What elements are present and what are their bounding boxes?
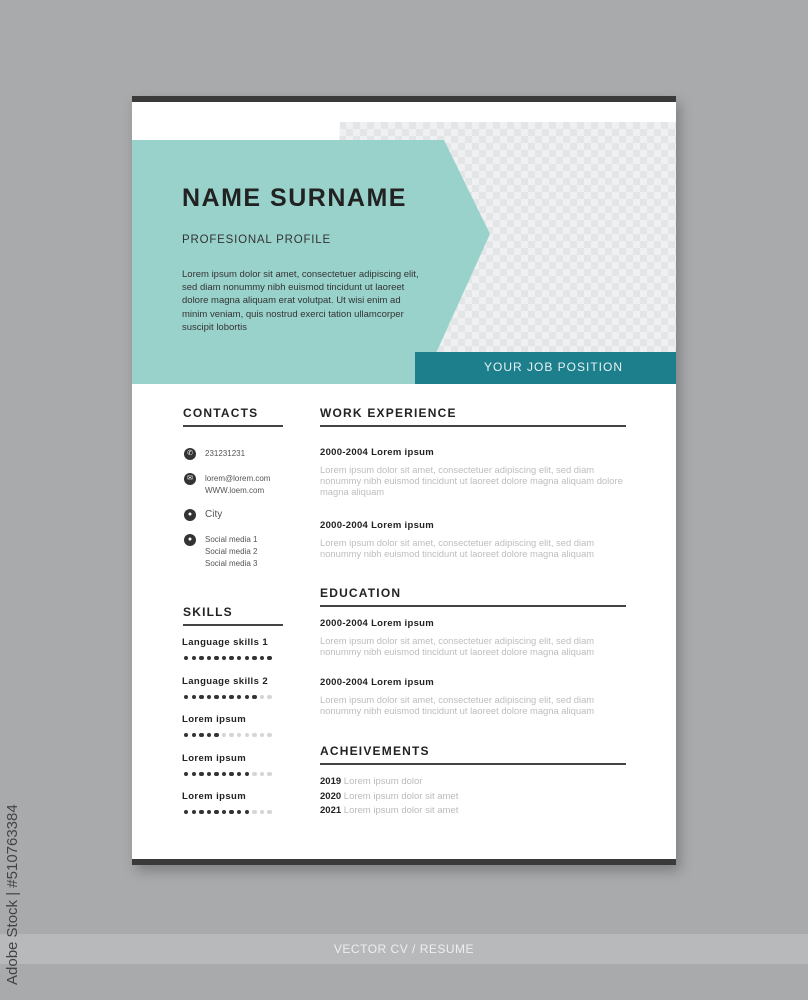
skill-dot bbox=[192, 772, 196, 776]
education-heading: EDUCATION bbox=[320, 586, 626, 607]
skill-dot bbox=[267, 810, 271, 814]
skill-label: Language skills 1 bbox=[182, 637, 268, 648]
skill-dot bbox=[192, 656, 196, 660]
achievement-item: 2021 Lorem ipsum dolor sit amet bbox=[320, 805, 459, 816]
contact-phone bbox=[184, 448, 245, 460]
achievement-item: 2019 Lorem ipsum dolor bbox=[320, 776, 423, 787]
skill-dot bbox=[192, 695, 196, 699]
skill-dot bbox=[237, 772, 241, 776]
skill-dot bbox=[207, 810, 211, 814]
skill-dot bbox=[222, 810, 226, 814]
skill-dot bbox=[252, 810, 256, 814]
skill-dot bbox=[245, 656, 249, 660]
skill-dot bbox=[214, 772, 218, 776]
skill-dot bbox=[214, 695, 218, 699]
skill-dot bbox=[260, 695, 264, 699]
entry-desc: Lorem ipsum dolor sit amet, consectetuer adipiscing elit, sed diam nonummy nibh euismod tincidunt ut laoreet dolore magna aliquam bbox=[320, 537, 595, 559]
skill-dot bbox=[245, 733, 249, 737]
entry-title: 2000-2004 Lorem ipsum bbox=[320, 677, 435, 688]
skill-dot bbox=[222, 772, 226, 776]
skill-dot bbox=[207, 733, 211, 737]
skill-dot bbox=[260, 656, 264, 660]
social-text: Social media 3 bbox=[205, 559, 258, 568]
skill-dot bbox=[260, 733, 264, 737]
profile-title: PROFESIONAL PROFILE bbox=[182, 234, 331, 246]
entry-title: 2000-2004 Lorem ipsum bbox=[320, 447, 435, 458]
work-entry bbox=[320, 520, 630, 560]
entry-title: 2000-2004 Lorem ipsum bbox=[320, 618, 435, 629]
achievements-list bbox=[320, 775, 458, 819]
skill-dot bbox=[260, 810, 264, 814]
skill-dot bbox=[184, 733, 188, 737]
skill-dot bbox=[267, 695, 271, 699]
entry-desc: Lorem ipsum dolor sit amet, consectetuer adipiscing elit, sed diam nonummy nibh euismod tincidunt ut laoreet dolore magna aliquam dolore magna aliquam bbox=[320, 464, 623, 497]
contacts-heading: CONTACTS bbox=[183, 406, 283, 427]
skills-heading: SKILLS bbox=[183, 605, 283, 626]
skill-dot bbox=[229, 656, 233, 660]
skill-dot bbox=[199, 695, 203, 699]
top-bar bbox=[132, 96, 676, 102]
footer-caption: VECTOR CV / RESUME bbox=[0, 934, 808, 964]
entry-desc: Lorem ipsum dolor sit amet, consectetuer adipiscing elit, sed diam nonummy nibh euismod tincidunt ut laoreet dolore magna aliquam bbox=[320, 694, 595, 716]
skill-dot bbox=[252, 772, 256, 776]
skill-dot bbox=[222, 695, 226, 699]
skill-dot bbox=[237, 733, 241, 737]
skill-dot bbox=[267, 656, 271, 660]
skill-dot bbox=[237, 810, 241, 814]
skill-level-dots bbox=[184, 733, 272, 737]
skill-dot bbox=[207, 656, 211, 660]
skill-dot bbox=[214, 810, 218, 814]
skill-label: Lorem ipsum bbox=[182, 752, 247, 764]
contact-email bbox=[184, 473, 270, 497]
location-icon: ● bbox=[184, 509, 196, 521]
entry-title: 2000-2004 Lorem ipsum bbox=[320, 520, 435, 531]
skill-dot bbox=[245, 772, 249, 776]
skill-level-dots bbox=[184, 695, 272, 699]
skill-dot bbox=[267, 733, 271, 737]
skill-dot bbox=[192, 733, 196, 737]
skill-level-dots bbox=[184, 772, 272, 776]
skill-level-dots bbox=[184, 656, 272, 660]
skill-dot bbox=[214, 733, 218, 737]
entry-desc: Lorem ipsum dolor sit amet, consectetuer adipiscing elit, sed diam nonummy nibh euismod tincidunt ut laoreet dolore magna aliquam bbox=[320, 635, 595, 657]
skill-dot bbox=[184, 772, 188, 776]
social-text: Social media 2 bbox=[205, 547, 258, 556]
resume-page bbox=[132, 96, 676, 865]
stock-id: Adobe Stock | #510763384 bbox=[4, 804, 21, 985]
city-text: City bbox=[205, 509, 223, 520]
skill-dot bbox=[229, 810, 233, 814]
skill-dot bbox=[229, 772, 233, 776]
web-text: WWW.loem.com bbox=[205, 486, 265, 495]
skill-dot bbox=[267, 772, 271, 776]
skill-dot bbox=[199, 772, 203, 776]
social-text: Social media 1 bbox=[205, 535, 258, 544]
skill-dot bbox=[207, 695, 211, 699]
skill-dot bbox=[207, 772, 211, 776]
skill-dot bbox=[214, 656, 218, 660]
work-entry bbox=[320, 447, 630, 497]
skill-label: Lorem ipsum bbox=[182, 714, 247, 725]
skill-dot bbox=[222, 733, 226, 737]
skill-dot bbox=[192, 810, 196, 814]
skill-dot bbox=[237, 695, 241, 699]
skill-dot bbox=[260, 772, 264, 776]
skill-label: Lorem ipsum bbox=[182, 791, 247, 802]
skill-dot bbox=[252, 733, 256, 737]
email-text: lorem@lorem.com bbox=[205, 474, 271, 483]
bottom-bar bbox=[132, 859, 676, 865]
skill-dot bbox=[199, 656, 203, 660]
skill-dot bbox=[199, 810, 203, 814]
work-heading: WORK EXPERIENCE bbox=[320, 406, 626, 427]
skill-level-dots bbox=[184, 810, 272, 814]
job-position: YOUR JOB POSITION bbox=[415, 352, 676, 384]
skill-dot bbox=[222, 656, 226, 660]
phone-text: 231231231 bbox=[205, 449, 246, 458]
contact-city bbox=[184, 509, 222, 521]
achievements-heading: ACHEIVEMENTS bbox=[320, 744, 626, 765]
skill-dot bbox=[252, 695, 256, 699]
mail-icon: ✉ bbox=[184, 473, 196, 485]
education-entry bbox=[320, 677, 630, 717]
skill-dot bbox=[237, 656, 241, 660]
phone-icon: ✆ bbox=[184, 448, 196, 460]
skill-dot bbox=[245, 810, 249, 814]
skill-dot bbox=[252, 656, 256, 660]
skill-dot bbox=[229, 695, 233, 699]
location-icon: ● bbox=[184, 534, 196, 546]
profile-text: Lorem ipsum dolor sit amet, consectetuer adipiscing elit, sed diam nonummy nibh euismod tincidunt ut laoreet dolore magna aliquam erat volutpat. Ut wisi enim ad minim veniam, quis nostrud exerci tation ullamcorper suscipit lobortis bbox=[182, 269, 419, 333]
skill-dot bbox=[184, 695, 188, 699]
skill-dot bbox=[199, 733, 203, 737]
skill-dot bbox=[245, 695, 249, 699]
education-entry bbox=[320, 618, 630, 658]
contact-social bbox=[184, 534, 257, 570]
skill-dot bbox=[229, 733, 233, 737]
name: NAME SURNAME bbox=[182, 184, 407, 212]
achievement-item: 2020 Lorem ipsum dolor sit amet bbox=[320, 790, 459, 802]
header-banner bbox=[132, 140, 490, 384]
skill-label: Language skills 2 bbox=[182, 675, 268, 687]
skill-dot bbox=[184, 656, 188, 660]
skill-dot bbox=[184, 810, 188, 814]
